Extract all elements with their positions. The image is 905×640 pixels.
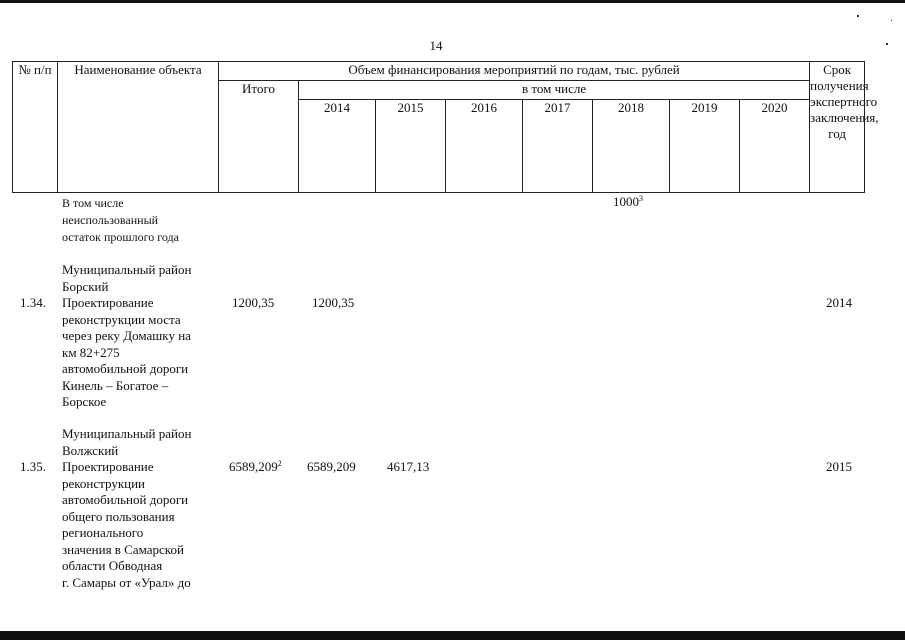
- header-year-2016: 2016: [446, 100, 523, 193]
- financing-table-header: [12, 61, 879, 193]
- header-term: Срок получения экспертного заключения, год: [810, 62, 865, 193]
- header-total: Итого: [219, 81, 299, 193]
- row-1-34-2014: 1200,35: [312, 295, 355, 310]
- row-1-34-number: 1.34.: [20, 295, 46, 310]
- header-year-2020: 2020: [740, 100, 810, 193]
- header-num: № п/п: [13, 62, 58, 193]
- row-1-35-2015: 4617,13: [387, 459, 430, 474]
- header-year-2017: 2017: [523, 100, 593, 193]
- header-year-2015: 2015: [376, 100, 446, 193]
- header-year-2014: 2014: [299, 100, 376, 193]
- header-object-name: Наименование объекта: [58, 62, 219, 193]
- header-year-2019: 2019: [670, 100, 740, 193]
- row-1-34-name: Муниципальный район Борский Проектирование реконструкции моста через реку Домашку на км 82+275 автомобильной дороги Кинель – Богатое – Борское: [62, 262, 192, 409]
- note-row-2018-value: 1000$^3$: [613, 194, 643, 209]
- scan-edge-bottom: [0, 631, 905, 640]
- row-1-35-term: 2015: [826, 459, 852, 474]
- row-1-35-number: 1.35.: [20, 459, 46, 474]
- row-1-34-total: 1200,35: [232, 295, 275, 310]
- scan-edge-top: [0, 0, 905, 3]
- note-row-name: В том числе неиспользованный остаток прошлого года: [62, 196, 179, 244]
- row-1-35-2014: 6589,209: [307, 459, 356, 474]
- scan-speck: [857, 15, 859, 17]
- row-1-34-term: 2014: [826, 295, 852, 310]
- scan-speck: [891, 20, 892, 21]
- header-financing: Объем финансирования мероприятий по годам, тыс. рублей: [219, 62, 810, 81]
- header-including: в том числе: [299, 81, 810, 100]
- header-year-2018: 2018: [593, 100, 670, 193]
- page-number: 14: [429, 38, 443, 53]
- row-1-35-total: 6589,209$^2$: [229, 459, 282, 474]
- scan-speck: [886, 43, 888, 45]
- row-1-35-name: Муниципальный район Волжский Проектирование реконструкции автомобильной дороги общего пользования регионального значения в Самарской области Обводная г. Самары от «Урал» до: [62, 426, 192, 590]
